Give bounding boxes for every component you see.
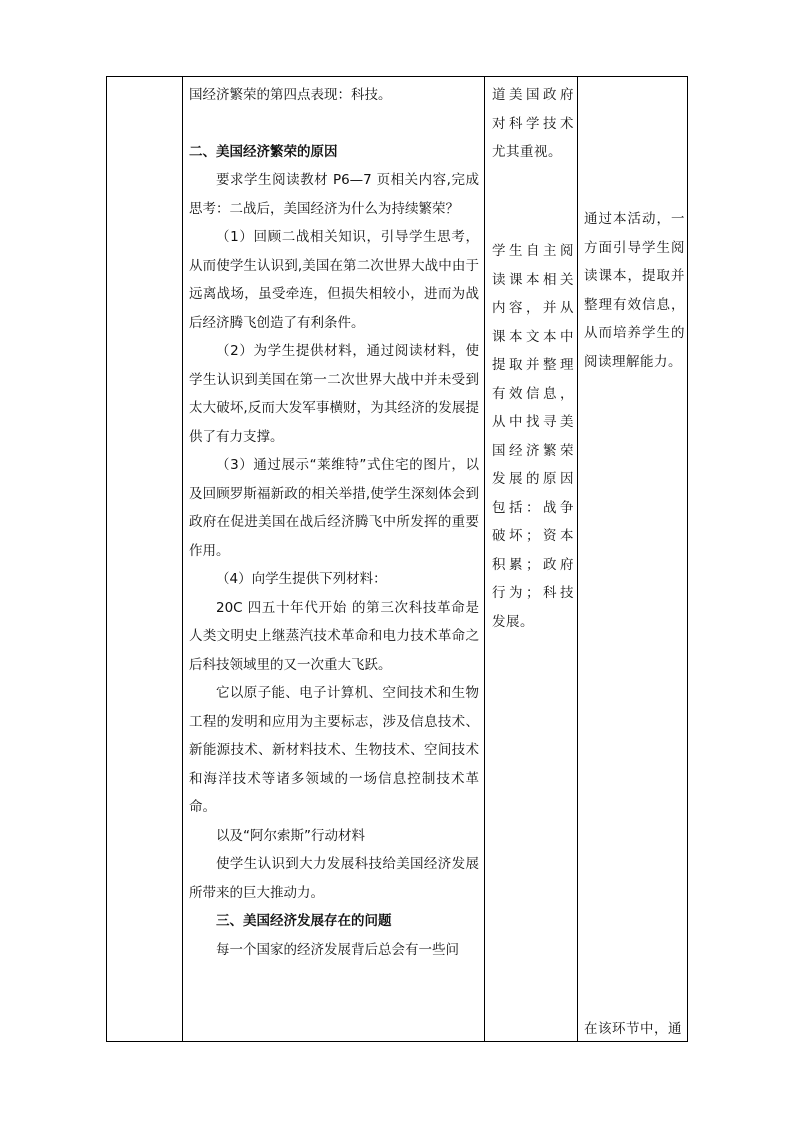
section-heading: 三、美国经济发展存在的问题	[216, 913, 392, 929]
paragraph: 以及“阿尔索斯”行动材料	[216, 827, 365, 844]
teacher-activity-column	[183, 77, 485, 1041]
empty-first-column	[107, 77, 183, 1041]
paragraph: （1）回顾二战相关知识，引导学生思考，从而使学生认识到,美国在第二次世界大战中由于远离战场，虽受牵连，但损失相较小，进而为战后经济腾飞创造了有利条件。	[189, 229, 479, 331]
paragraph: 使学生认识到大力发展科技给美国经济发展所带来的巨大推动力。	[189, 856, 479, 901]
paragraph: （2）为学生提供材料，通过阅读材料，使学生认识到美国在第一二次世界大战中并未受到太大破坏,反而大发军事横财，为其经济的发展提供了有力支撑。	[189, 343, 479, 445]
section-heading: 二、美国经济繁荣的原因	[189, 143, 338, 160]
paragraph: 每一个国家的经济发展背后总会有一些问	[216, 941, 459, 958]
paragraph: （4）向学生提供下列材料：	[216, 571, 387, 587]
paragraph: 20C 四五十年代开始 的第三次科技革命是人类文明史上继蒸汽技术革命和电力技术革命之后科技领域里的又一次重大飞跃。	[189, 599, 479, 673]
design-intent-column	[578, 77, 689, 1041]
paragraph: 要求学生阅读教材 P6—7 页相关内容,完成思考：二战后，美国经济为什么为持续繁荣？	[189, 172, 479, 217]
intent-text: 通过本活动，一方面引导学生阅读课本，提取并整理有效信息，从而培养学生的阅读理解能力。	[584, 211, 685, 370]
paragraph: 它以原子能、电子计算机、空间技术和生物工程的发明和应用为主要标志，涉及信息技术、新能源技术、新材料技术、生物技术、空间技术和海洋技术等诸多领域的一场信息控制技术革命。	[189, 685, 479, 815]
student-text: 道美国政府对科学技术尤其重视。	[492, 87, 574, 160]
student-activity-column	[485, 77, 578, 1041]
paragraph: （3）通过展示“莱维特”式住宅的图片，以及回顾罗斯福新政的相关举措,使学生深刻体会到政府在促进美国在战后经济腾飞中所发挥的重要作用。	[189, 457, 479, 559]
intent-text: 在该环节中，通	[584, 1021, 682, 1037]
student-text: 学生自主阅读课本相关内容，并从课本文本中提取并整理有效信息，从中找寻美国经济繁荣发展的原因包括：战争破坏；资本积累；政府行为；科技发展。	[492, 243, 574, 630]
lesson-table	[106, 76, 688, 1042]
paragraph: 国经济繁荣的第四点表现：科技。	[189, 87, 392, 103]
